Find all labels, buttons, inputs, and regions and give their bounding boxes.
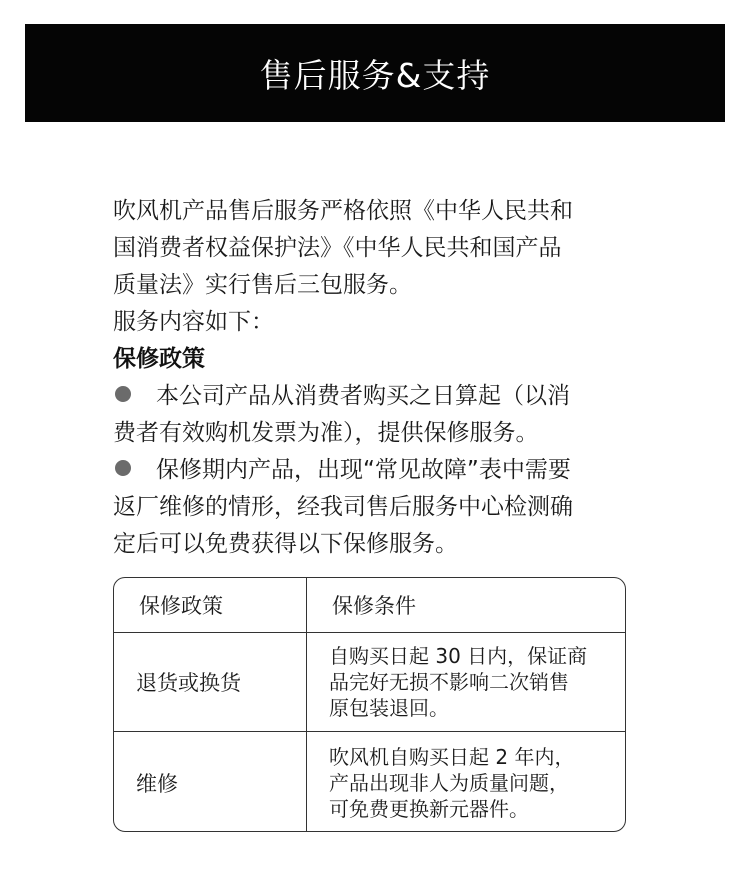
table-header-row xyxy=(114,578,625,633)
service-intro: 服务内容如下： xyxy=(113,309,274,335)
condition-line: 产品出现非人为质量问题， xyxy=(329,771,569,796)
condition-line: 吹风机自购买日起 2 年内， xyxy=(329,745,575,770)
header-banner xyxy=(25,24,725,122)
page-title: 售后服务&支持 xyxy=(259,55,491,95)
bullet-text-line: 费者有效购机发票为准），提供保修服务。 xyxy=(113,420,539,446)
table-row xyxy=(114,732,625,833)
bullet-text-line: 保修期内产品，出现“常见故障”表中需要 xyxy=(156,457,571,483)
bullet-item xyxy=(113,378,643,452)
policy-cell: 退货或换货 xyxy=(114,633,307,732)
intro-line: 国消费者权益保护法》《中华人民共和国产品 xyxy=(113,235,562,261)
condition-cell xyxy=(307,633,626,732)
bullet-item xyxy=(113,452,643,563)
bullet-text-line: 返厂维修的情形，经我司售后服务中心检测确 xyxy=(113,494,573,520)
column-header-policy: 保修政策 xyxy=(114,578,307,633)
main-content xyxy=(113,193,643,563)
condition-cell xyxy=(307,732,626,833)
bullet-text-line: 本公司产品从消费者购买之日算起（以消 xyxy=(156,383,570,409)
warranty-table-grid xyxy=(114,578,625,832)
condition-line: 自购买日起 30 日内，保证商 xyxy=(329,644,588,668)
policy-cell: 维修 xyxy=(114,732,307,833)
bullet-dot-icon xyxy=(115,460,131,476)
column-header-condition: 保修条件 xyxy=(332,594,416,618)
bullet-text-line: 定后可以免费获得以下保修服务。 xyxy=(113,531,458,557)
policy-heading: 保修政策 xyxy=(113,346,205,372)
bullet-dot-icon xyxy=(115,386,131,402)
condition-line: 原包装退回。 xyxy=(329,696,449,720)
condition-line: 可免费更换新元器件。 xyxy=(329,797,529,822)
table-row xyxy=(114,633,625,732)
condition-line: 品完好无损不影响二次销售 xyxy=(329,670,569,694)
warranty-table xyxy=(113,577,626,832)
intro-line: 质量法》实行售后三包服务。 xyxy=(113,272,412,298)
intro-line: 吹风机产品售后服务严格依照《中华人民共和 xyxy=(113,198,573,224)
